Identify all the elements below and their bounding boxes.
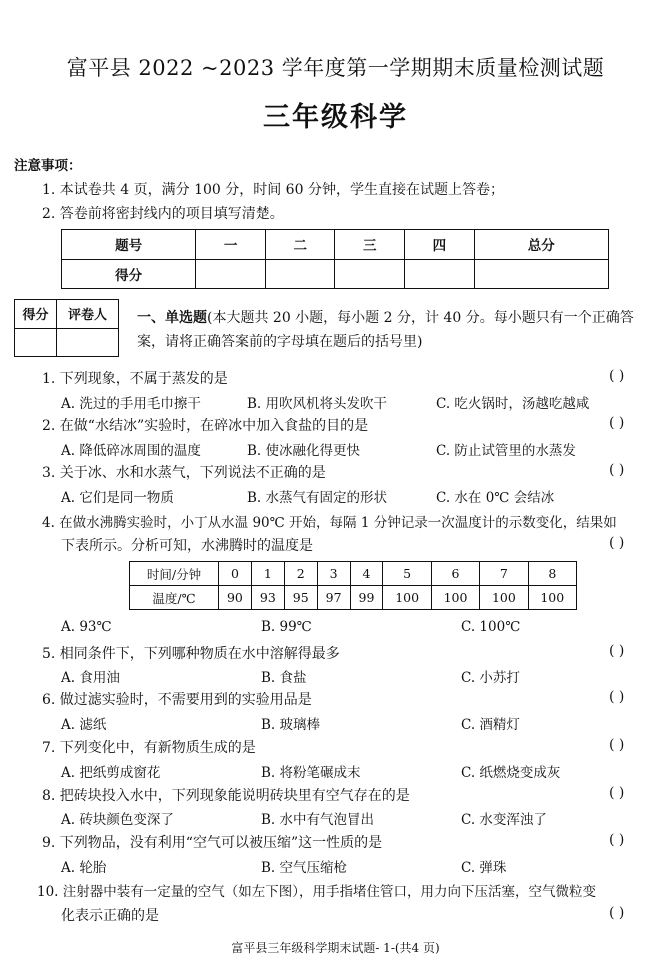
grader-score-cell[interactable] bbox=[15, 328, 57, 357]
answer-blank-2[interactable]: ( ) bbox=[609, 415, 625, 431]
temperature-cell: 97 bbox=[317, 586, 350, 610]
question-10-continued: 化表示正确的是 bbox=[61, 908, 159, 924]
grader-name-label: 评卷人 bbox=[56, 300, 118, 329]
page-footer: 富平县三年级科学期末试题- 1-(共4 页) bbox=[231, 941, 440, 955]
answer-blank-4[interactable]: ( ) bbox=[609, 535, 625, 551]
note-item-2: 2. 答卷前将密封线内的项目填写清楚。 bbox=[42, 206, 284, 222]
notes-heading: 注意事项： bbox=[14, 158, 82, 174]
score-table-header: 一 bbox=[196, 230, 266, 260]
score-table-header: 三 bbox=[335, 230, 405, 260]
question-7: 7. 下列变化中，有新物质生成的是 bbox=[42, 740, 256, 756]
option-5c: C. 小苏打 bbox=[461, 670, 520, 686]
question-5: 5. 相同条件下，下列哪种物质在水中溶解得最多 bbox=[42, 646, 340, 662]
note-item-1: 1. 本试卷共 4 页，满分 100 分，时间 60 分钟，学生直接在试题上答卷； bbox=[42, 182, 504, 198]
grader-name-cell[interactable] bbox=[56, 328, 118, 357]
question-4: 4. 在做水沸腾实验时，小丁从水温 90℃ 开始，每隔 1 分钟记录一次温度计的示数变化，结果如 bbox=[42, 515, 617, 531]
answer-blank-10[interactable]: ( ) bbox=[609, 905, 625, 921]
score-cell[interactable] bbox=[335, 259, 405, 289]
option-6b: B. 玻璃棒 bbox=[261, 717, 321, 733]
option-1b: B. 用吹风机将头发吹干 bbox=[247, 396, 388, 412]
score-table bbox=[61, 229, 609, 289]
option-4b: B. 99℃ bbox=[261, 619, 312, 635]
score-cell[interactable] bbox=[405, 259, 475, 289]
option-5a: A. 食用油 bbox=[61, 670, 120, 686]
time-cell: 7 bbox=[480, 562, 528, 586]
temperature-cell: 100 bbox=[480, 586, 528, 610]
option-7a: A. 把纸剪成窗花 bbox=[61, 765, 161, 781]
question-2: 2. 在做“水结冰”实验时，在碎冰中加入食盐的目的是 bbox=[42, 418, 369, 434]
answer-blank-8[interactable]: ( ) bbox=[609, 785, 625, 801]
time-cell: 2 bbox=[284, 562, 317, 586]
question-8: 8. 把砖块投入水中，下列现象能说明砖块里有空气存在的是 bbox=[42, 788, 410, 804]
option-7b: B. 将粉笔碾成末 bbox=[261, 765, 361, 781]
question-6: 6. 做过滤实验时，不需要用到的实验用品是 bbox=[42, 692, 312, 708]
option-8b: B. 水中有气泡冒出 bbox=[261, 812, 375, 828]
temperature-cell: 90 bbox=[219, 586, 252, 610]
option-9c: C. 弹珠 bbox=[461, 860, 507, 876]
grader-score-label: 得分 bbox=[15, 300, 57, 329]
temperature-row-label: 温度/℃ bbox=[130, 586, 219, 610]
option-2a: A. 降低碎冰周围的温度 bbox=[61, 443, 201, 459]
answer-blank-1[interactable]: ( ) bbox=[609, 368, 625, 384]
option-5b: B. 食盐 bbox=[261, 670, 307, 686]
time-cell: 8 bbox=[528, 562, 576, 586]
time-row-label: 时间/分钟 bbox=[130, 562, 219, 586]
time-cell: 3 bbox=[317, 562, 350, 586]
temperature-cell: 100 bbox=[383, 586, 431, 610]
option-3c: C. 水在 0℃ 会结冰 bbox=[436, 490, 555, 506]
time-cell: 6 bbox=[431, 562, 479, 586]
section-1-instructions-2: 案，请将正确答案前的字母填在题后的括号里) bbox=[137, 334, 423, 350]
score-table-header: 四 bbox=[405, 230, 475, 260]
score-table-header: 总分 bbox=[474, 230, 608, 260]
question-3: 3. 关于冰、水和水蒸气，下列说法不正确的是 bbox=[42, 465, 326, 481]
answer-blank-7[interactable]: ( ) bbox=[609, 737, 625, 753]
option-4c: C. 100℃ bbox=[461, 619, 521, 635]
option-9a: A. 轮胎 bbox=[61, 860, 107, 876]
score-table-header: 二 bbox=[265, 230, 335, 260]
option-6c: C. 酒精灯 bbox=[461, 717, 520, 733]
temperature-table bbox=[129, 561, 577, 610]
option-7c: C. 纸燃烧变成灰 bbox=[461, 765, 561, 781]
exam-title: 富平县 2022 ~2023 学年度第一学期期末质量检测试题 bbox=[66, 56, 605, 80]
option-1c: C. 吃火锅时，汤越吃越咸 bbox=[436, 396, 590, 412]
question-9: 9. 下列物品，没有利用“空气可以被压缩”这一性质的是 bbox=[42, 835, 383, 851]
option-1a: A. 洗过的手用毛巾擦干 bbox=[61, 396, 201, 412]
section-1-heading bbox=[137, 306, 657, 354]
option-4a: A. 93℃ bbox=[61, 619, 112, 635]
question-1: 1. 下列现象，不属于蒸发的是 bbox=[42, 371, 228, 387]
answer-blank-9[interactable]: ( ) bbox=[609, 832, 625, 848]
time-cell: 4 bbox=[350, 562, 383, 586]
temperature-cell: 93 bbox=[251, 586, 284, 610]
temperature-cell: 100 bbox=[431, 586, 479, 610]
option-8c: C. 水变浑浊了 bbox=[461, 812, 547, 828]
temperature-row bbox=[130, 586, 577, 610]
option-2c: C. 防止试管里的水蒸发 bbox=[436, 443, 576, 459]
temperature-cell: 100 bbox=[528, 586, 576, 610]
score-table-header: 题号 bbox=[62, 230, 196, 260]
answer-blank-6[interactable]: ( ) bbox=[609, 689, 625, 705]
temperature-cell: 99 bbox=[350, 586, 383, 610]
score-table-score-row bbox=[62, 259, 609, 289]
time-cell: 5 bbox=[383, 562, 431, 586]
time-row bbox=[130, 562, 577, 586]
time-cell: 0 bbox=[219, 562, 252, 586]
score-cell[interactable] bbox=[196, 259, 266, 289]
score-table-header-row bbox=[62, 230, 609, 260]
question-10: 10. 注射器中装有一定量的空气（如左下图），用手指堵住管口，用力向下压活塞，空气微粒变 bbox=[37, 884, 597, 900]
option-2b: B. 使冰融化得更快 bbox=[247, 443, 361, 459]
question-4-continued: 下表所示。分析可知，水沸腾时的温度是 bbox=[61, 538, 313, 554]
answer-blank-3[interactable]: ( ) bbox=[609, 462, 625, 478]
section-1-title: 一、单选题 bbox=[137, 310, 207, 326]
answer-blank-5[interactable]: ( ) bbox=[609, 643, 625, 659]
option-8a: A. 砖块颜色变深了 bbox=[61, 812, 174, 828]
exam-subject: 三年级科学 bbox=[263, 102, 408, 133]
option-6a: A. 滤纸 bbox=[61, 717, 107, 733]
score-row-label: 得分 bbox=[62, 259, 196, 289]
grader-box bbox=[14, 299, 119, 357]
temperature-cell: 95 bbox=[284, 586, 317, 610]
option-3b: B. 水蒸气有固定的形状 bbox=[247, 490, 388, 506]
score-cell[interactable] bbox=[474, 259, 608, 289]
option-9b: B. 空气压缩枪 bbox=[261, 860, 348, 876]
score-cell[interactable] bbox=[265, 259, 335, 289]
section-1-instructions-1: (本大题共 20 小题，每小题 2 分，计 40 分。每小题只有一个正确答 bbox=[207, 310, 634, 326]
option-3a: A. 它们是同一物质 bbox=[61, 490, 174, 506]
time-cell: 1 bbox=[251, 562, 284, 586]
